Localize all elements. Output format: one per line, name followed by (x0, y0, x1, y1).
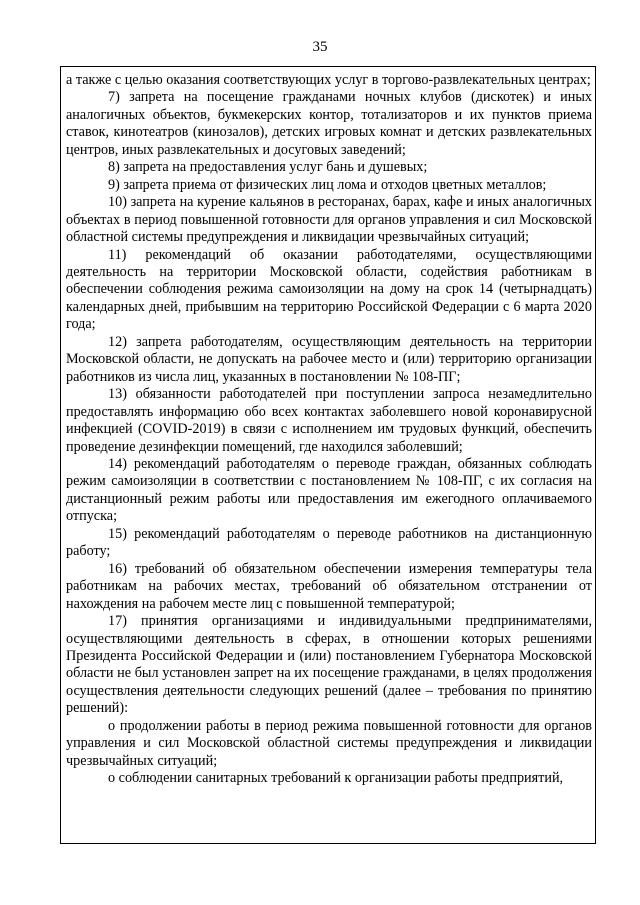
paragraph-item-12: 12) запрета работодателям, осуществляющим деятельность на территории Московской области, не допускать на рабочее место и (или) территорию организации работников из числа лиц, указанных в постановлении № 108-ПГ; (66, 333, 592, 385)
paragraph-item-15: 15) рекомендаций работодателям о переводе работников на дистанционную работу; (66, 525, 592, 560)
paragraph-item-13: 13) обязанности работодателей при поступлении запроса незамедлительно предоставлять информацию обо всех контактах заболевшего новой коронавирусной инфекцией (COVID-2019) в связи с исполнением им трудовых функций, обеспечить проведение дезинфекции помещений, где находился заболевший; (66, 386, 592, 455)
paragraph-item-10: 10) запрета на курение кальянов в ресторанах, барах, кафе и иных аналогичных объектах в период повышенной готовности для органов управления и сил Московской областной системы предупреждения и ликвидации чрезвычайных ситуаций; (66, 194, 592, 246)
paragraph-item-9: 9) запрета приема от физических лиц лома и отходов цветных металлов; (108, 176, 547, 193)
page-number: 35 (312, 39, 328, 55)
paragraph-item-17: 17) принятия организациями и индивидуальными предпринимателями, осуществляющими деятельность в сферах, в отношении которых решениями Президента Российской Федерации и (или) постановлением Губернатора Московской области не был установлен запрет на их посещение гражданами, в целях продолжения осуществления деятельности следующих решений (далее – требования по принятию решений): (66, 613, 592, 717)
paragraph-item-14: 14) рекомендаций работодателям о переводе граждан, обязанных соблюдать режим самоизоляции в соответствии с постановлением № 108-ПГ, с их согласия на дистанционный режим работы или предоставления им ежегодного оплачиваемого отпуска; (66, 455, 592, 525)
paragraph-item-16: 16) требований об обязательном обеспечении измерения температуры тела работникам на рабочих местах, требований об обязательном отстранении от нахождения на рабочем месте лиц с повышенной температурой; (66, 560, 592, 612)
paragraph-item-7: 7) запрета на посещение гражданами ночных клубов (дискотек) и иных аналогичных объектов, букмекерских контор, тотализаторов и их пунктов приема ставок, кинотеатров (кинозалов), детских игровых комнат и детских развлекательных центров, иных развлекательных и досуговых заведений; (66, 89, 592, 158)
paragraph-subitem-continue-work: о продолжении работы в период режима повышенной готовности для органов управления и сил Московской областной системы предупреждения и ликвидации чрезвычайных ситуаций; (66, 717, 592, 769)
paragraph-item-8: 8) запрета на предоставления услуг бань и душевых; (108, 159, 428, 176)
document-body (66, 72, 592, 788)
paragraph-continuation: а также с целью оказания соответствующих услуг в торгово-развлекательных центрах; (66, 72, 591, 88)
paragraph-item-11: 11) рекомендаций об оказании работодателями, осуществляющими деятельность на территории Московской области, содействия работникам в обеспечении соблюдения режима самоизоляции на дому на срок 14 (четырнадцать) календарных дней, прибывшим на территорию Российской Федерации с 6 марта 2020 года; (66, 246, 592, 333)
paragraph-subitem-sanitary: о соблюдении санитарных требований к организации работы предприятий, (108, 770, 564, 787)
